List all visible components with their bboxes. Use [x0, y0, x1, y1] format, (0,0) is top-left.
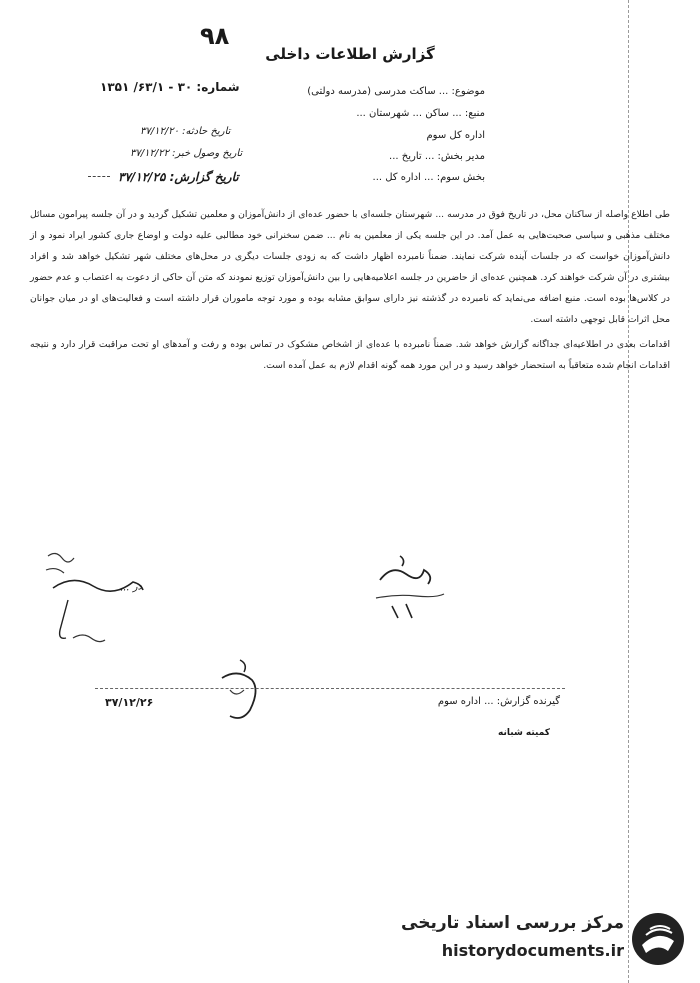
body-paragraph: طی اطلاع واصله از ساکنان محل، در تاریخ فوق در مدرسه ... شهرستان جلسه‌ای با حضور عده‌ای از دانش‌آموزان و معلمین تشکیل گردید و در آن جلسه پیرامون مسائل مختلف مذهبی و سیاسی صحبت‌هایی به عمل آمد. در این جلسه یکی از معلمین به نام ... ضمن سخنرانی خود مطالبی علیه دولت و اوضاع جاری کشور ایراد نمود و از دانش‌آموزان خواست که در جلسات آینده شرکت نمایند. ضمناً نامبرده اظهار داشت که به زودی جلسات دیگری در محل‌های مختلف شهر تشکیل خواهد شد و افراد بیشتری در آن شرکت خواهند کرد. همچنین عده‌ای از حاضرین در جلسه اعلامیه‌هایی را بین دانش‌آموزان توزیع نمودند که متن آن حاکی از دعوت به اعتصاب و عدم حضور در کلاس‌ها بوده است. منبع اضافه می‌نماید که نامبرده در گذشته نیز دارای سوابق مشابه بوده و مورد توجه ماموران قرار داشته است و فعالیت‌های او در میان جوانان محل اثرات قابل توجهی داشته است.: [30, 209, 670, 325]
watermark: [401, 911, 686, 969]
handwritten-annotation: [28, 548, 158, 658]
filing-date: ۳۷/۱۲/۲۶: [105, 696, 154, 709]
watermark-url: historydocuments.ir: [441, 941, 624, 960]
report-date: تاریخ گزارش: ۳۷/۱۲/۲۵: [118, 170, 239, 184]
report-body: [30, 204, 670, 376]
department-line: اداره کل سوم: [426, 130, 485, 141]
initials-icon: [200, 650, 280, 730]
receiver-line: گیرنده گزارش: ... اداره سوم: [437, 696, 560, 707]
divider-line: [95, 688, 565, 689]
body-paragraph: اقدامات بعدی در اطلاعیه‌ای جداگانه گزارش خواهد شد. ضمناً نامبرده با عده‌ای از اشخاص مشکوک در تماس بوده و رفت و آمدهای او تحت مراقبت قرار دارد و نتیجه اقدامات انجام شده متعاقباً به استحضار خواهد رسید و در این مورد همه گونه اقدام لازم به عمل آمده است.: [30, 339, 670, 371]
document-number-mark: ۹۸: [200, 22, 230, 50]
receiver-note: کمیته شبانه: [498, 728, 550, 738]
book-emblem-icon: [630, 911, 686, 967]
date-underline: [88, 176, 110, 177]
source-line: منبع: ... ساکن ... شهرستان ...: [356, 108, 485, 119]
reviewer-line: بخش سوم: ... اداره کل ...: [372, 172, 485, 183]
watermark-title: مرکز بررسی اسناد تاریخی: [401, 913, 624, 933]
document-title: گزارش اطلاعات داخلی: [265, 45, 435, 63]
staff-line: مدیر بخش: ... تاریخ ...: [389, 151, 485, 162]
scan-edge-line: [628, 0, 629, 983]
handwritten-note: در ...: [119, 581, 143, 594]
subject-line: موضوع: ... ساکت مدرسی (مدرسه دولتی): [307, 86, 485, 97]
receipt-date: تاریخ وصول خبر: ۳۷/۱۲/۲۲: [130, 148, 243, 159]
signature-icon: [362, 550, 452, 630]
report-number: شماره: ۳۰ - ۶۳/۱/ ۱۳۵۱: [100, 80, 240, 94]
event-date: تاریخ حادثه: ۳۷/۱۲/۲۰: [140, 126, 231, 137]
